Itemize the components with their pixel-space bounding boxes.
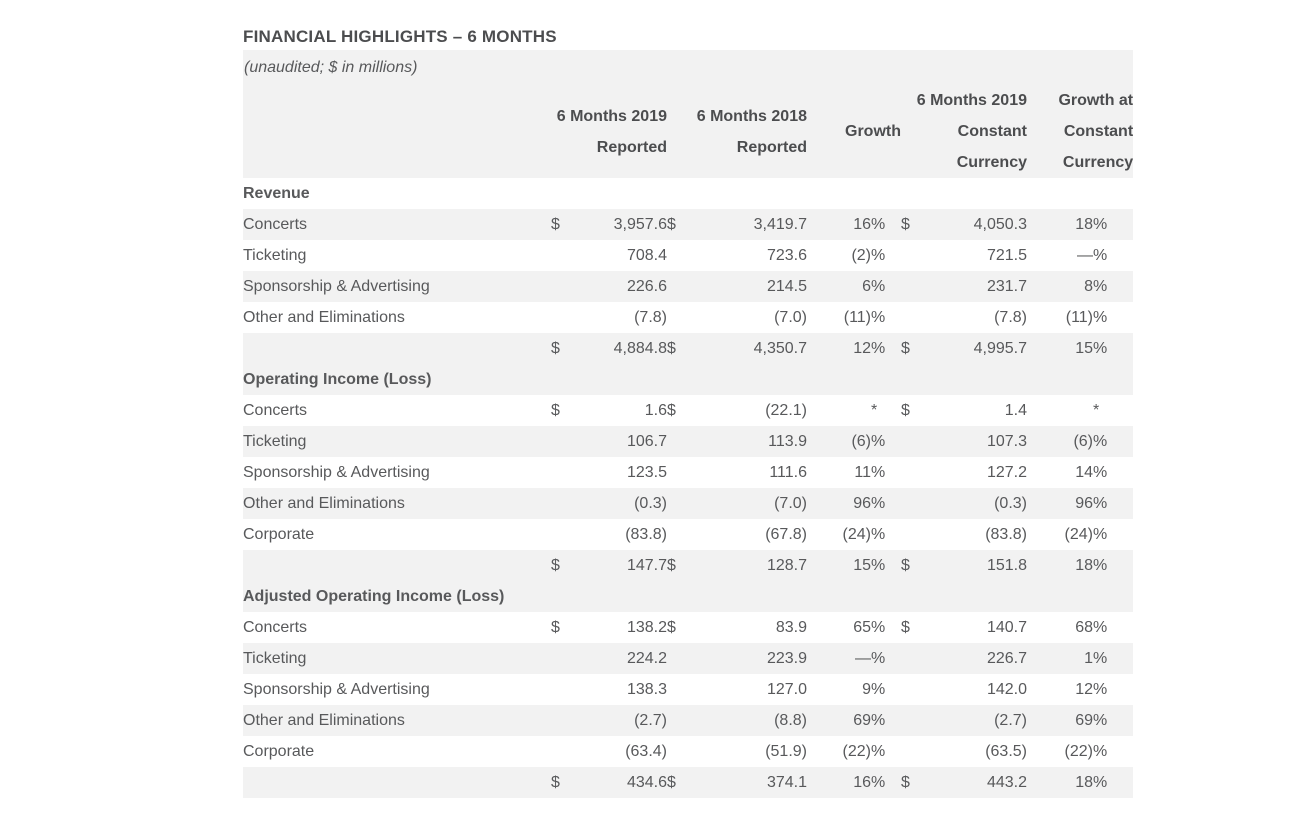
header-line: Constant — [1063, 123, 1134, 140]
table-row — [243, 271, 1133, 302]
growth-constant-currency-unit: % — [1093, 209, 1133, 240]
value-2018-reported: 374.1 — [725, 767, 807, 798]
dollar-sign — [551, 674, 581, 705]
row-label: Other and Eliminations — [243, 309, 405, 326]
dollar-sign: $ — [551, 619, 560, 636]
growth-value: (2) — [851, 247, 871, 264]
table-row — [243, 736, 1133, 767]
dollar-sign — [667, 643, 725, 674]
growth-constant-currency-unit: % — [1093, 767, 1133, 798]
growth-value: 69 — [807, 705, 871, 736]
table-row — [243, 643, 1133, 674]
row-label — [243, 767, 551, 798]
value-2019-constant-currency: 721.5 — [986, 247, 1027, 264]
dollar-sign — [551, 426, 581, 457]
value-2019-constant-currency: 142.0 — [986, 681, 1027, 698]
value-2019-reported: 106.7 — [581, 426, 667, 457]
section-label: Revenue — [243, 185, 310, 202]
row-label: Corporate — [243, 743, 315, 760]
financial-highlights-table — [243, 50, 1133, 798]
value-2018-reported: 4,350.7 — [725, 333, 807, 364]
dollar-sign: $ — [667, 550, 725, 581]
document-title: FINANCIAL HIGHLIGHTS – 6 MONTHS — [243, 27, 557, 46]
growth-constant-currency-unit: % — [1093, 619, 1108, 636]
growth-value: 6 — [807, 271, 871, 302]
dollar-sign — [667, 674, 725, 705]
growth-unit: * — [871, 402, 878, 419]
value-2019-reported: (7.8) — [634, 309, 667, 326]
value-2019-reported: 3,957.6 — [581, 209, 667, 240]
dollar-sign — [551, 457, 581, 488]
value-2019-reported: 138.3 — [626, 681, 667, 698]
value-2019-reported: 147.7 — [581, 550, 667, 581]
growth-unit: % — [871, 271, 901, 302]
dollar-sign — [667, 488, 725, 519]
value-2019-reported: (83.8) — [625, 526, 667, 543]
growth-value: 65 — [853, 619, 871, 636]
growth-constant-currency-unit: % — [1093, 271, 1133, 302]
dollar-sign — [901, 488, 931, 519]
growth-constant-currency-unit: % — [1093, 743, 1108, 760]
dollar-sign: $ — [901, 209, 931, 240]
header-line: Reported — [596, 138, 667, 156]
value-2018-reported: 214.5 — [725, 271, 807, 302]
growth-unit: % — [871, 550, 901, 581]
value-2019-constant-currency: 443.2 — [931, 767, 1027, 798]
header-line: Reported — [736, 138, 807, 156]
growth-value: 15 — [807, 550, 871, 581]
section-label: Operating Income (Loss) — [243, 364, 1133, 395]
growth-constant-currency-value: 15 — [1027, 333, 1093, 364]
table-head — [243, 50, 1133, 178]
dollar-sign: $ — [901, 619, 910, 636]
row-label: Concerts — [243, 619, 308, 636]
growth-unit: % — [871, 526, 886, 543]
table-row — [243, 395, 1133, 426]
growth-unit: % — [871, 743, 886, 760]
dollar-sign — [551, 736, 581, 767]
dollar-sign: $ — [551, 767, 581, 798]
value-2019-constant-currency: 226.7 — [931, 643, 1027, 674]
growth-unit: % — [871, 681, 886, 698]
growth-constant-currency-unit: % — [1093, 681, 1108, 698]
value-2019-reported: 226.6 — [581, 271, 667, 302]
dollar-sign — [901, 271, 931, 302]
dollar-sign: $ — [901, 767, 931, 798]
growth-unit: % — [871, 488, 901, 519]
row-label: Ticketing — [243, 426, 551, 457]
row-label: Sponsorship & Advertising — [243, 464, 430, 481]
growth-constant-currency-unit: * — [1093, 402, 1100, 419]
growth-constant-currency-value: 18 — [1027, 209, 1093, 240]
growth-unit: % — [871, 333, 901, 364]
growth-value: — — [807, 643, 871, 674]
section-header-row — [243, 178, 1133, 209]
growth-constant-currency-value: (22) — [1064, 743, 1093, 760]
dollar-sign — [551, 302, 581, 333]
header-6-months-2018-reported — [667, 85, 807, 178]
dollar-sign — [667, 457, 725, 488]
dollar-sign — [901, 674, 931, 705]
growth-value — [807, 395, 871, 426]
header-line: Growth — [845, 123, 901, 140]
dollar-sign — [667, 705, 725, 736]
empty-header-cell — [243, 85, 551, 178]
column-header-row — [243, 85, 1133, 178]
value-2018-reported: 111.6 — [769, 464, 807, 481]
growth-unit: % — [871, 643, 901, 674]
dollar-sign — [667, 271, 725, 302]
dollar-sign: $ — [551, 209, 581, 240]
growth-constant-currency-value: 96 — [1027, 488, 1093, 519]
table-row — [243, 209, 1133, 240]
table-row — [243, 519, 1133, 550]
value-2018-reported: 3,419.7 — [725, 209, 807, 240]
value-2019-reported: (2.7) — [581, 705, 667, 736]
total-row — [243, 333, 1133, 364]
financial-highlights-document — [243, 20, 1133, 798]
growth-value: 12 — [807, 333, 871, 364]
dollar-sign — [901, 519, 931, 550]
value-2019-constant-currency: (2.7) — [931, 705, 1027, 736]
value-2019-constant-currency: 151.8 — [931, 550, 1027, 581]
value-2019-constant-currency: (83.8) — [985, 526, 1027, 543]
value-2018-reported: (8.8) — [725, 705, 807, 736]
header-6-months-2019-constant-currency — [901, 85, 1027, 178]
row-label — [243, 333, 551, 364]
row-label: Ticketing — [243, 247, 307, 264]
value-2019-reported: 1.6 — [644, 402, 667, 419]
row-label: Corporate — [243, 526, 315, 543]
growth-constant-currency-unit: % — [1093, 643, 1133, 674]
growth-value: 16 — [807, 209, 871, 240]
dollar-sign: $ — [901, 402, 910, 419]
dollar-sign — [901, 426, 931, 457]
dollar-sign — [551, 240, 581, 271]
growth-constant-currency-value: (6) — [1027, 426, 1093, 457]
growth-value: (11) — [843, 309, 871, 326]
dollar-sign: $ — [901, 550, 931, 581]
value-2019-constant-currency: 107.3 — [931, 426, 1027, 457]
value-2019-reported: (63.4) — [625, 743, 667, 760]
dollar-sign — [901, 705, 931, 736]
growth-constant-currency-value: 12 — [1075, 681, 1093, 698]
header-line: 6 Months 2018 — [696, 107, 807, 125]
growth-constant-currency-value: (11) — [1065, 309, 1093, 326]
header-line: Currency — [1062, 154, 1134, 171]
dollar-sign: $ — [901, 333, 931, 364]
growth-constant-currency-unit: % — [1093, 426, 1133, 457]
table-row — [243, 705, 1133, 736]
value-2018-reported: (67.8) — [765, 526, 807, 543]
row-label: Concerts — [243, 402, 308, 419]
growth-unit: % — [871, 767, 901, 798]
growth-constant-currency-unit: % — [1093, 488, 1133, 519]
dollar-sign — [901, 457, 931, 488]
growth-unit: % — [871, 619, 886, 636]
growth-unit: % — [871, 247, 886, 264]
growth-constant-currency-value: 14 — [1075, 464, 1093, 481]
value-2019-reported: (0.3) — [581, 488, 667, 519]
value-2019-constant-currency: 140.7 — [986, 619, 1027, 636]
value-2019-reported: 138.2 — [626, 619, 667, 636]
growth-constant-currency-value: 1 — [1027, 643, 1093, 674]
growth-constant-currency-value: (24) — [1064, 526, 1093, 543]
growth-constant-currency-unit: % — [1093, 526, 1108, 543]
dollar-sign: $ — [551, 333, 581, 364]
value-2018-reported: (51.9) — [765, 743, 807, 760]
table-row — [243, 240, 1133, 271]
value-2019-constant-currency: 1.4 — [1004, 402, 1027, 419]
growth-constant-currency-unit: % — [1093, 550, 1133, 581]
growth-constant-currency-value: 69 — [1027, 705, 1093, 736]
dollar-sign — [551, 643, 581, 674]
value-2019-reported: 4,884.8 — [581, 333, 667, 364]
value-2018-reported: 83.9 — [775, 619, 807, 636]
table-row — [243, 302, 1133, 333]
growth-value: (6) — [807, 426, 871, 457]
header-6-months-2019-reported — [551, 85, 667, 178]
dollar-sign: $ — [551, 550, 581, 581]
dollar-sign — [901, 302, 931, 333]
total-row — [243, 550, 1133, 581]
dollar-sign: $ — [667, 402, 676, 419]
row-label: Other and Eliminations — [243, 705, 551, 736]
value-2018-reported: 723.6 — [766, 247, 807, 264]
growth-value: (22) — [842, 743, 871, 760]
table-row — [243, 488, 1133, 519]
row-label: Sponsorship & Advertising — [243, 271, 551, 302]
growth-constant-currency-value: 18 — [1027, 550, 1093, 581]
value-2018-reported: (7.0) — [774, 309, 807, 326]
value-2019-constant-currency: 4,995.7 — [931, 333, 1027, 364]
growth-unit: % — [871, 209, 901, 240]
dollar-sign: $ — [667, 209, 725, 240]
growth-constant-currency-unit: % — [1093, 464, 1108, 481]
dollar-sign — [901, 240, 931, 271]
header-line: Growth at — [1058, 92, 1134, 109]
growth-constant-currency-unit: % — [1093, 705, 1133, 736]
section-header-row — [243, 364, 1133, 395]
table-row — [243, 612, 1133, 643]
growth-constant-currency-value — [1027, 395, 1093, 426]
value-2019-constant-currency: 127.2 — [986, 464, 1027, 481]
total-row — [243, 767, 1133, 798]
value-2019-constant-currency: 4,050.3 — [931, 209, 1027, 240]
value-2018-reported: 127.0 — [766, 681, 807, 698]
row-label: Sponsorship & Advertising — [243, 681, 430, 698]
growth-value: (24) — [842, 526, 871, 543]
value-2018-reported: (22.1) — [765, 402, 807, 419]
header-line: 6 Months 2019 — [916, 92, 1027, 109]
header-growth-at-constant-currency — [1027, 85, 1133, 178]
table-row — [243, 457, 1133, 488]
dollar-sign — [901, 736, 931, 767]
header-growth — [807, 85, 901, 178]
dollar-sign: $ — [551, 402, 560, 419]
growth-unit: % — [871, 426, 901, 457]
value-2019-constant-currency: 231.7 — [931, 271, 1027, 302]
value-2019-reported: 434.6 — [581, 767, 667, 798]
unaudited-note: (unaudited; $ in millions) — [243, 50, 1133, 85]
growth-constant-currency-unit: % — [1093, 247, 1108, 264]
subtitle-row — [243, 50, 1133, 85]
header-line: Currency — [956, 154, 1027, 171]
table-row — [243, 426, 1133, 457]
dollar-sign: $ — [667, 767, 725, 798]
growth-constant-currency-unit: % — [1093, 333, 1133, 364]
dollar-sign — [667, 302, 725, 333]
dollar-sign — [667, 240, 725, 271]
value-2019-reported: 224.2 — [581, 643, 667, 674]
dollar-sign — [551, 519, 581, 550]
dollar-sign — [901, 643, 931, 674]
table-body — [243, 178, 1133, 798]
row-label — [243, 550, 551, 581]
value-2018-reported: 223.9 — [725, 643, 807, 674]
growth-unit: % — [871, 464, 886, 481]
growth-value: 11 — [854, 464, 871, 481]
growth-constant-currency-value: 18 — [1027, 767, 1093, 798]
header-line: Constant — [957, 123, 1027, 140]
dollar-sign — [551, 488, 581, 519]
growth-constant-currency-value: — — [1077, 247, 1093, 264]
value-2018-reported: (7.0) — [725, 488, 807, 519]
value-2018-reported: 128.7 — [725, 550, 807, 581]
growth-unit: % — [871, 309, 886, 326]
dollar-sign — [551, 705, 581, 736]
header-line: 6 Months 2019 — [556, 107, 667, 125]
dollar-sign: $ — [667, 619, 676, 636]
table-row — [243, 674, 1133, 705]
growth-value: 9 — [862, 681, 871, 698]
dollar-sign — [667, 426, 725, 457]
value-2019-constant-currency: (63.5) — [985, 743, 1027, 760]
dollar-sign: $ — [667, 333, 725, 364]
growth-value: 96 — [807, 488, 871, 519]
dollar-sign — [667, 736, 725, 767]
value-2019-reported: 708.4 — [626, 247, 667, 264]
section-header-row — [243, 581, 1133, 612]
growth-constant-currency-value: 8 — [1027, 271, 1093, 302]
section-label: Adjusted Operating Income (Loss) — [243, 581, 1133, 612]
growth-constant-currency-unit: % — [1093, 309, 1108, 326]
growth-constant-currency-value: 68 — [1075, 619, 1093, 636]
value-2018-reported: 113.9 — [725, 426, 807, 457]
row-label: Other and Eliminations — [243, 488, 551, 519]
row-label: Ticketing — [243, 643, 551, 674]
growth-value: 16 — [807, 767, 871, 798]
value-2019-constant-currency: (7.8) — [994, 309, 1027, 326]
dollar-sign — [551, 271, 581, 302]
value-2019-reported: 123.5 — [626, 464, 667, 481]
growth-unit: % — [871, 705, 901, 736]
row-label: Concerts — [243, 209, 551, 240]
dollar-sign — [667, 519, 725, 550]
value-2019-constant-currency: (0.3) — [931, 488, 1027, 519]
